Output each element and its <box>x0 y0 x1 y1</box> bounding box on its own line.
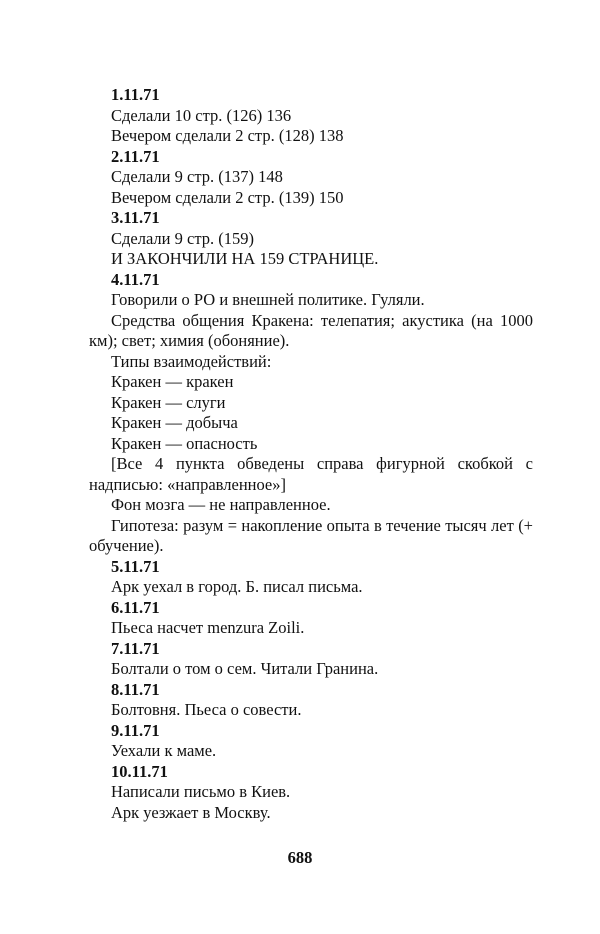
entry-line: И ЗАКОНЧИЛИ НА 159 СТРАНИЦЕ. <box>111 249 379 268</box>
entry-line: Болтовня. Пьеса о совести. <box>111 700 302 719</box>
entry-line: Арк уехал в город. Б. писал письма. <box>111 577 363 596</box>
diary-entry <box>89 557 533 598</box>
entry-date: 8.11.71 <box>111 679 160 699</box>
entry-line: Кракен — кракен <box>111 372 234 391</box>
entry-line: Сделали 9 стр. (137) 148 <box>111 167 283 186</box>
entry-date: 7.11.71 <box>111 638 160 658</box>
entry-date: 5.11.71 <box>111 556 160 576</box>
entry-date: 1.11.71 <box>111 85 160 104</box>
entry-date: 2.11.71 <box>111 146 160 166</box>
diary-entry <box>89 270 533 557</box>
entry-date: 3.11.71 <box>111 208 160 227</box>
entry-line: Кракен — слуги <box>111 392 226 412</box>
diary-entry <box>89 680 533 721</box>
entry-line: Написали письмо в Киев. <box>111 782 291 801</box>
entry-line: Сделали 9 стр. (159) <box>111 228 254 248</box>
entry-line: Типы взаимодействий: <box>111 351 272 371</box>
entry-line: Пьеса насчет menzura Zoili. <box>111 618 305 637</box>
diary-entry <box>89 598 533 639</box>
page-number: 688 <box>287 848 313 867</box>
editorial-note: [Все 4 пункта обведены справа фигурной скобкой с надписью: «направленное»] <box>89 454 533 494</box>
entry-line: Вечером сделали 2 стр. (128) 138 <box>111 126 344 145</box>
entry-line: Уехали к маме. <box>111 741 217 760</box>
entry-date: 9.11.71 <box>111 720 160 740</box>
diary-entry <box>89 721 533 762</box>
entry-line: Гипотеза: разум = накопление опыта в течение тысяч лет (+ обучение). <box>89 515 533 555</box>
entry-line: Кракен — опасность <box>111 433 258 453</box>
diary-entry <box>89 639 533 680</box>
diary-entry <box>89 762 533 824</box>
diary-entry <box>89 85 533 147</box>
entry-line: Арк уезжает в Москву. <box>111 802 271 822</box>
entry-line: Сделали 10 стр. (126) 136 <box>111 105 292 125</box>
entry-date: 4.11.71 <box>111 269 160 289</box>
entry-date: 6.11.71 <box>111 597 160 617</box>
entry-date: 10.11.71 <box>111 761 168 781</box>
entry-line: Средства общения Кракена: телепатия; акустика (на 1000 км); свет; химия (обоняние). <box>89 310 533 350</box>
entry-line: Кракен — добыча <box>111 413 238 432</box>
entry-line: Фон мозга — не направленное. <box>111 495 331 514</box>
entry-line: Болтали о том о сем. Читали Гранина. <box>111 659 379 678</box>
entry-line: Вечером сделали 2 стр. (139) 150 <box>111 187 344 207</box>
page-body <box>89 85 533 823</box>
diary-entry <box>89 208 533 270</box>
entry-line: Говорили о РО и внешней политике. Гуляли. <box>111 290 425 309</box>
diary-entry <box>89 147 533 209</box>
